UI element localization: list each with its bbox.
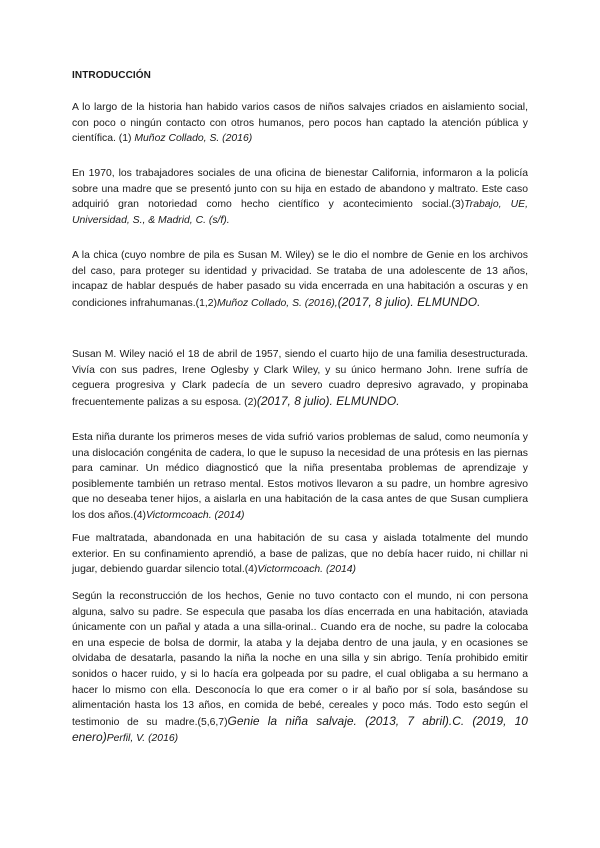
paragraph-1 — [72, 100, 528, 147]
paragraph-4 — [72, 347, 528, 410]
paragraph-text: Según la reconstrucción de los hechos, Genie no tuvo contacto con el mundo, ni con persona alguna, salvo su padre. Se especula que pasaba los días encerrada en una habitación, ataviada únicamente con un pañal y atada a una silla-orinal.. Cuando era de noche, su padre la colocaba en una especie de bolsa de dormir, la ataba y la dejaba dentro de una jaula, y en ocasiones se olvidaba de desatarla, pasando la niña la noche en una silla y sin abrigo. Tenía prohibido emitir sonidos o hacer ruido, y si lo hacía era golpeada por su padre, el cual obligaba a su hermano a hacer lo mismo con ella. Desconocía lo que era comer o ir al baño por sí sola, basándose su alimentación hasta los 13 años, en comida de bebé, cereales y poco más. Todo esto según el testimonio de su madre.(5,6,7) — [72, 591, 528, 728]
citation-large: (2017, 8 julio). ELMUNDO. — [256, 393, 400, 408]
citation: Muñoz Collado, S. (2016), — [216, 297, 338, 309]
citation: Muñoz Collado, S. (2016) — [134, 133, 253, 145]
citation: Perfil, V. (2016) — [106, 733, 179, 745]
citation-large: Genie la niña salvaje. (2013, 7 abril).C. (2019, 10 enero) — [72, 713, 528, 745]
paragraph-text: Susan M. Wiley nació el 18 de abril de 1957, siendo el cuarto hijo de una familia desestructurada. Vivía con sus padres, Irene Oglesby y Clark Wiley, y su único hermano John. Irene sufría de ceguera progresiva y Clark padecía de un severo cuadro depresivo agravado, y propinaba frecuentemente palizas a su esposa. (2) — [72, 349, 528, 408]
paragraph-text: A lo largo de la historia han habido varios casos de niños salvajes criados en aislamiento social, con poco o ningún contacto con otros humanos, pero pocos han captado la atención pública y científica. (1) — [72, 102, 528, 145]
paragraph-text: Esta niña durante los primeros meses de vida sufrió varios problemas de salud, como neumonía y una dislocación congénita de cadera, lo que le supuso la necesidad de una prótesis en las piernas para caminar. Un médico diagnosticó que la niña presentaba problemas de aprendizaje y posiblemente también un retraso mental. Estos motivos llevaron a su padre, un hombre agresivo que no deseaba tener hijos, a aislarla en una habitación de la casa antes de que Susan cumpliera los dos años.(4) — [72, 432, 528, 521]
paragraph-3 — [72, 248, 528, 311]
citation: Trabajo, UE, Universidad, S., & Madrid, C. (s/f). — [72, 199, 528, 226]
paragraph-7 — [72, 589, 528, 747]
paragraph-text: A la chica (cuyo nombre de pila es Susan M. Wiley) se le dio el nombre de Genie en los archivos del caso, para proteger su identidad y privacidad. Se trataba de una adolescente de 13 años, incapaz de hablar después de haber pasado su vida encerrada en una habitación a oscuras y en condiciones infrahumanas.(1,2) — [72, 250, 528, 309]
document-page — [72, 70, 528, 745]
paragraph-5 — [72, 430, 528, 524]
paragraph-6 — [72, 531, 528, 578]
citation: Victormcoach. (2014) — [145, 509, 245, 521]
paragraph-text: Fue maltratada, abandonada en una habitación de su casa y aislada totalmente del mundo exterior. En su confinamiento aprendió, a base de palizas, que no debía hacer ruido, ni chillar ni jugar, debiendo guardar silencio total.(4) — [72, 533, 528, 576]
paragraph-text: En 1970, los trabajadores sociales de una oficina de bienestar California, informaron a la policía sobre una madre que se presentó junto con su hija en estado de abandono y maltrato. Este caso adquirió gran notoriedad como hecho científico y acontecimiento social.(3) — [72, 168, 528, 211]
section-heading: INTRODUCCIÓN — [72, 70, 151, 81]
paragraph-2 — [72, 166, 528, 228]
citation: Victormcoach. (2014) — [257, 564, 356, 576]
citation-large: (2017, 8 julio). ELMUNDO. — [337, 294, 481, 309]
